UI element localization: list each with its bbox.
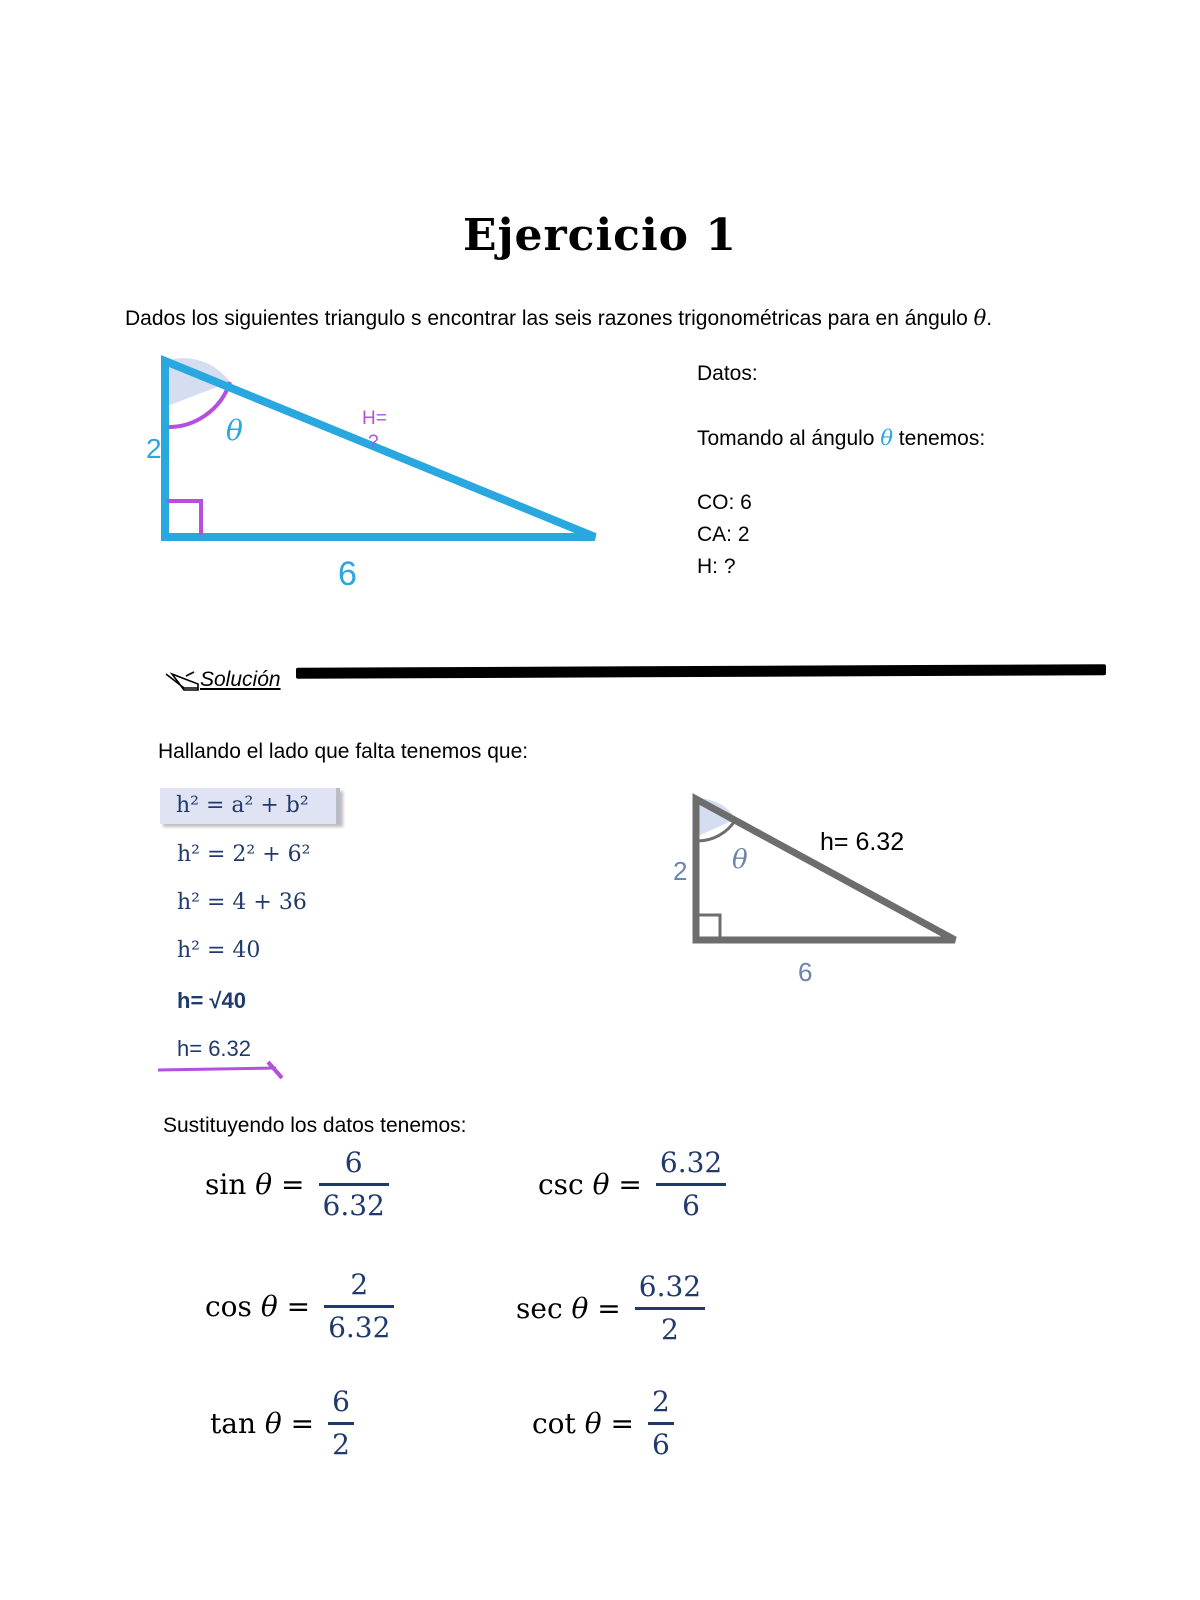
solucion-divider (296, 664, 1106, 679)
datos-h: H: ? (697, 555, 736, 578)
denominator: 6.32 (322, 1189, 385, 1222)
equation-step-2: h² = 4 + 36 (177, 890, 307, 915)
fn-name: cos (205, 1290, 252, 1323)
hallando-heading: Hallando el lado que falta tenemos que: (158, 740, 529, 763)
side-left-label-2: 2 (673, 856, 688, 886)
fn-theta: θ (584, 1407, 602, 1440)
ratio-csc-fraction (656, 1146, 726, 1223)
denominator: 2 (332, 1428, 350, 1461)
fn-theta: θ (255, 1168, 273, 1201)
fn-name: sec (516, 1292, 563, 1325)
sustituyendo-heading: Sustituyendo los datos tenemos: (163, 1114, 467, 1137)
side-left-label: 2 (146, 433, 162, 464)
numerator: 2 (651, 1385, 670, 1418)
fraction-bar (324, 1305, 394, 1308)
ratio-sec (516, 1270, 705, 1347)
fn-theta: θ (571, 1292, 589, 1325)
triangle-diagram-given (140, 345, 620, 605)
fn-name: sin (205, 1168, 247, 1201)
exercise-statement (125, 306, 992, 331)
result-underline-arrow (156, 1060, 291, 1084)
fraction-bar (319, 1183, 389, 1186)
theta-label-2: θ (732, 845, 748, 875)
fn-name: cot (532, 1407, 576, 1440)
numerator: 6 (332, 1385, 350, 1418)
hypotenuse-value: h= 6.32 (820, 828, 905, 856)
ratio-csc (538, 1146, 726, 1223)
denominator: 2 (661, 1313, 679, 1346)
theta-label: θ (226, 414, 243, 447)
statement-end: . (986, 307, 993, 330)
denominator: 6.32 (328, 1311, 391, 1344)
triangle-diagram-solved (670, 785, 980, 995)
ratio-sin-fn (205, 1168, 305, 1201)
fn-equals: = (618, 1168, 642, 1201)
writing-hand-icon (164, 670, 202, 694)
side-bottom-label: 6 (338, 555, 357, 593)
fn-theta: θ (592, 1168, 610, 1201)
numerator: 6.32 (638, 1270, 702, 1303)
ratio-tan (210, 1385, 354, 1462)
fraction-bar (656, 1183, 726, 1186)
triangle-outline (165, 361, 595, 537)
denominator: 6 (682, 1189, 700, 1222)
datos-tomando (697, 422, 985, 455)
hypotenuse-label: H= (362, 408, 387, 429)
datos-ca: CA: 2 (697, 523, 750, 546)
numerator: 2 (350, 1268, 369, 1301)
numerator: 6 (344, 1146, 363, 1179)
fn-name: tan (210, 1407, 256, 1440)
fraction-bar (635, 1307, 705, 1310)
ratio-cot (532, 1385, 674, 1462)
ratio-cos (205, 1268, 394, 1345)
tomando-text: Tomando al ángulo (697, 427, 881, 450)
page-title: Ejercicio 1 (463, 210, 737, 261)
fn-theta: θ (264, 1407, 282, 1440)
fn-equals: = (281, 1168, 305, 1201)
fn-equals: = (597, 1292, 621, 1325)
tomando-theta: θ (880, 426, 893, 450)
fn-equals: = (290, 1407, 315, 1440)
equation-result: h= 6.32 (177, 1036, 252, 1061)
equation-step-4: h= √40 (177, 988, 246, 1013)
side-bottom-label-2: 6 (798, 957, 813, 987)
tomando-end: tenemos: (892, 427, 986, 450)
ratio-cot-fraction (648, 1385, 674, 1462)
equation-step-3: h² = 40 (177, 938, 261, 963)
statement-text: Dados los siguientes triangulo s encontrar las seis razones trigonométricas para en ángulo (125, 307, 974, 330)
fn-name: csc (538, 1168, 584, 1201)
right-angle-marker-2 (698, 915, 720, 938)
denominator: 6 (651, 1428, 670, 1461)
solucion-label: Solución (200, 668, 281, 691)
fn-equals: = (286, 1290, 311, 1323)
ratio-sin (205, 1146, 389, 1223)
ratio-sin-fraction (319, 1146, 389, 1223)
hypotenuse-unknown: ? (368, 432, 379, 453)
fn-equals: = (610, 1407, 634, 1440)
fraction-bar (648, 1422, 674, 1425)
datos-co: CO: 6 (697, 491, 752, 514)
equation-step-1: h² = 2² + 6² (177, 842, 311, 867)
ratio-tan-fraction (328, 1385, 354, 1462)
datos-heading: Datos: (697, 362, 758, 385)
right-angle-marker (167, 501, 201, 535)
statement-theta: θ (973, 306, 987, 330)
ratio-sec-fraction (635, 1270, 705, 1347)
fn-theta: θ (260, 1290, 278, 1323)
ratio-cos-fraction (324, 1268, 394, 1345)
numerator: 6.32 (659, 1146, 723, 1179)
fraction-bar (328, 1422, 354, 1425)
datos-panel (697, 358, 985, 583)
pythagoras-formula: h² = a² + b² (160, 788, 340, 824)
